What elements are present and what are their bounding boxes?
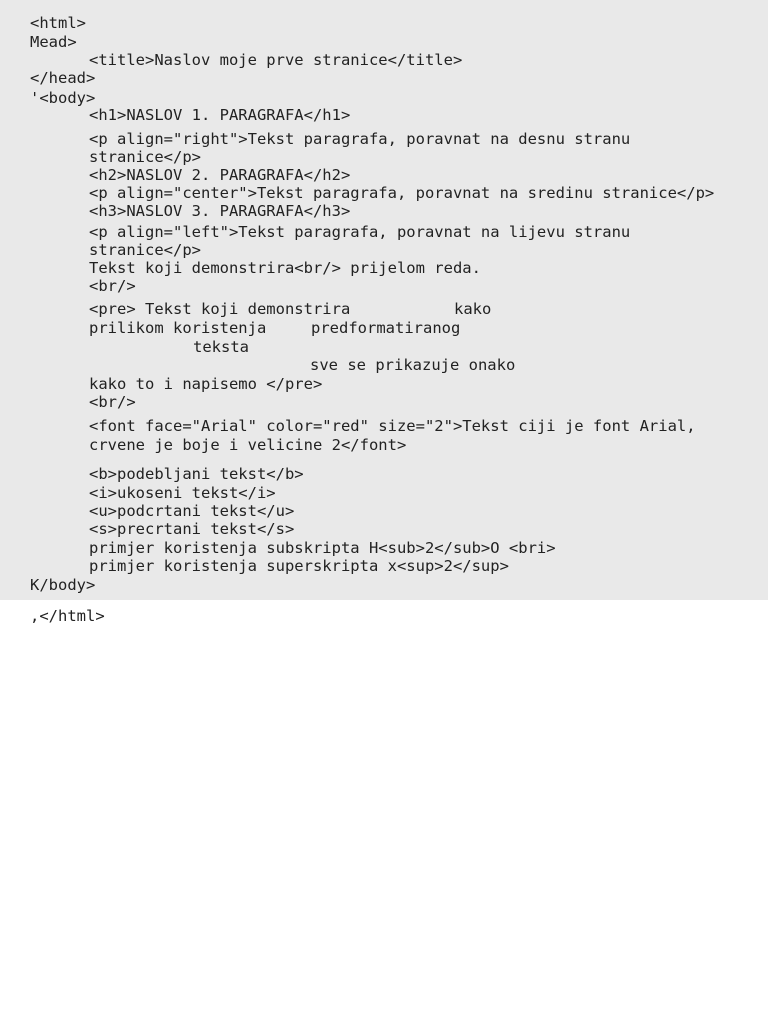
code-line: primjer koristenja superskripta x<sup>2</sup> [89,557,509,575]
code-line: stranice</p> [89,148,201,166]
code-line: <h1>NASLOV 1. PARAGRAFA</h1> [89,106,351,124]
code-line: <u>podcrtani tekst</u> [89,502,295,520]
code-line: <b>podebljani tekst</b> [89,465,304,483]
code-line: primjer koristenja subskripta H<sub>2</sub>O <bri> [89,539,556,557]
code-line: '<body> [30,89,96,107]
code-line: kako [454,300,492,318]
code-line: <i>ukoseni tekst</i> [89,484,276,502]
code-line: Tekst koji demonstrira<br/> prijelom reda. [89,259,481,277]
code-line: K/body> [30,576,96,594]
code-line: <title>Naslov moje prve stranice</title> [89,51,463,69]
code-line: <h3>NASLOV 3. PARAGRAFA</h3> [89,202,351,220]
code-line: kako to i napisemo </pre> [89,375,323,393]
code-line: <br/> [89,277,136,295]
code-line: sve se prikazuje onako [310,356,516,374]
code-line: <p align="right">Tekst paragrafa, poravnat na desnu stranu [89,130,631,148]
code-line: <p align="left">Tekst paragrafa, poravnat na lijevu stranu [89,223,631,241]
code-line: Mead> [30,33,77,51]
code-line: </head> [30,69,96,87]
code-line: crvene je boje i velicine 2</font> [89,436,407,454]
code-line: <p align="center">Tekst paragrafa, poravnat na sredinu stranice</p> [89,184,715,202]
code-line: teksta [193,338,249,356]
code-line: <br/> [89,393,136,411]
code-line: <html> [30,14,86,32]
code-line: <font face="Arial" color="red" size="2">Tekst ciji je font Arial, [89,417,696,435]
code-line: prilikom koristenja [89,319,267,337]
code-line: predformatiranog [311,319,461,337]
code-line: stranice</p> [89,241,201,259]
code-line: <pre> Tekst koji demonstrira [89,300,351,318]
code-line: <s>precrtani tekst</s> [89,520,295,538]
closing-html-line: ,</html> [30,607,105,625]
code-line: <h2>NASLOV 2. PARAGRAFA</h2> [89,166,351,184]
